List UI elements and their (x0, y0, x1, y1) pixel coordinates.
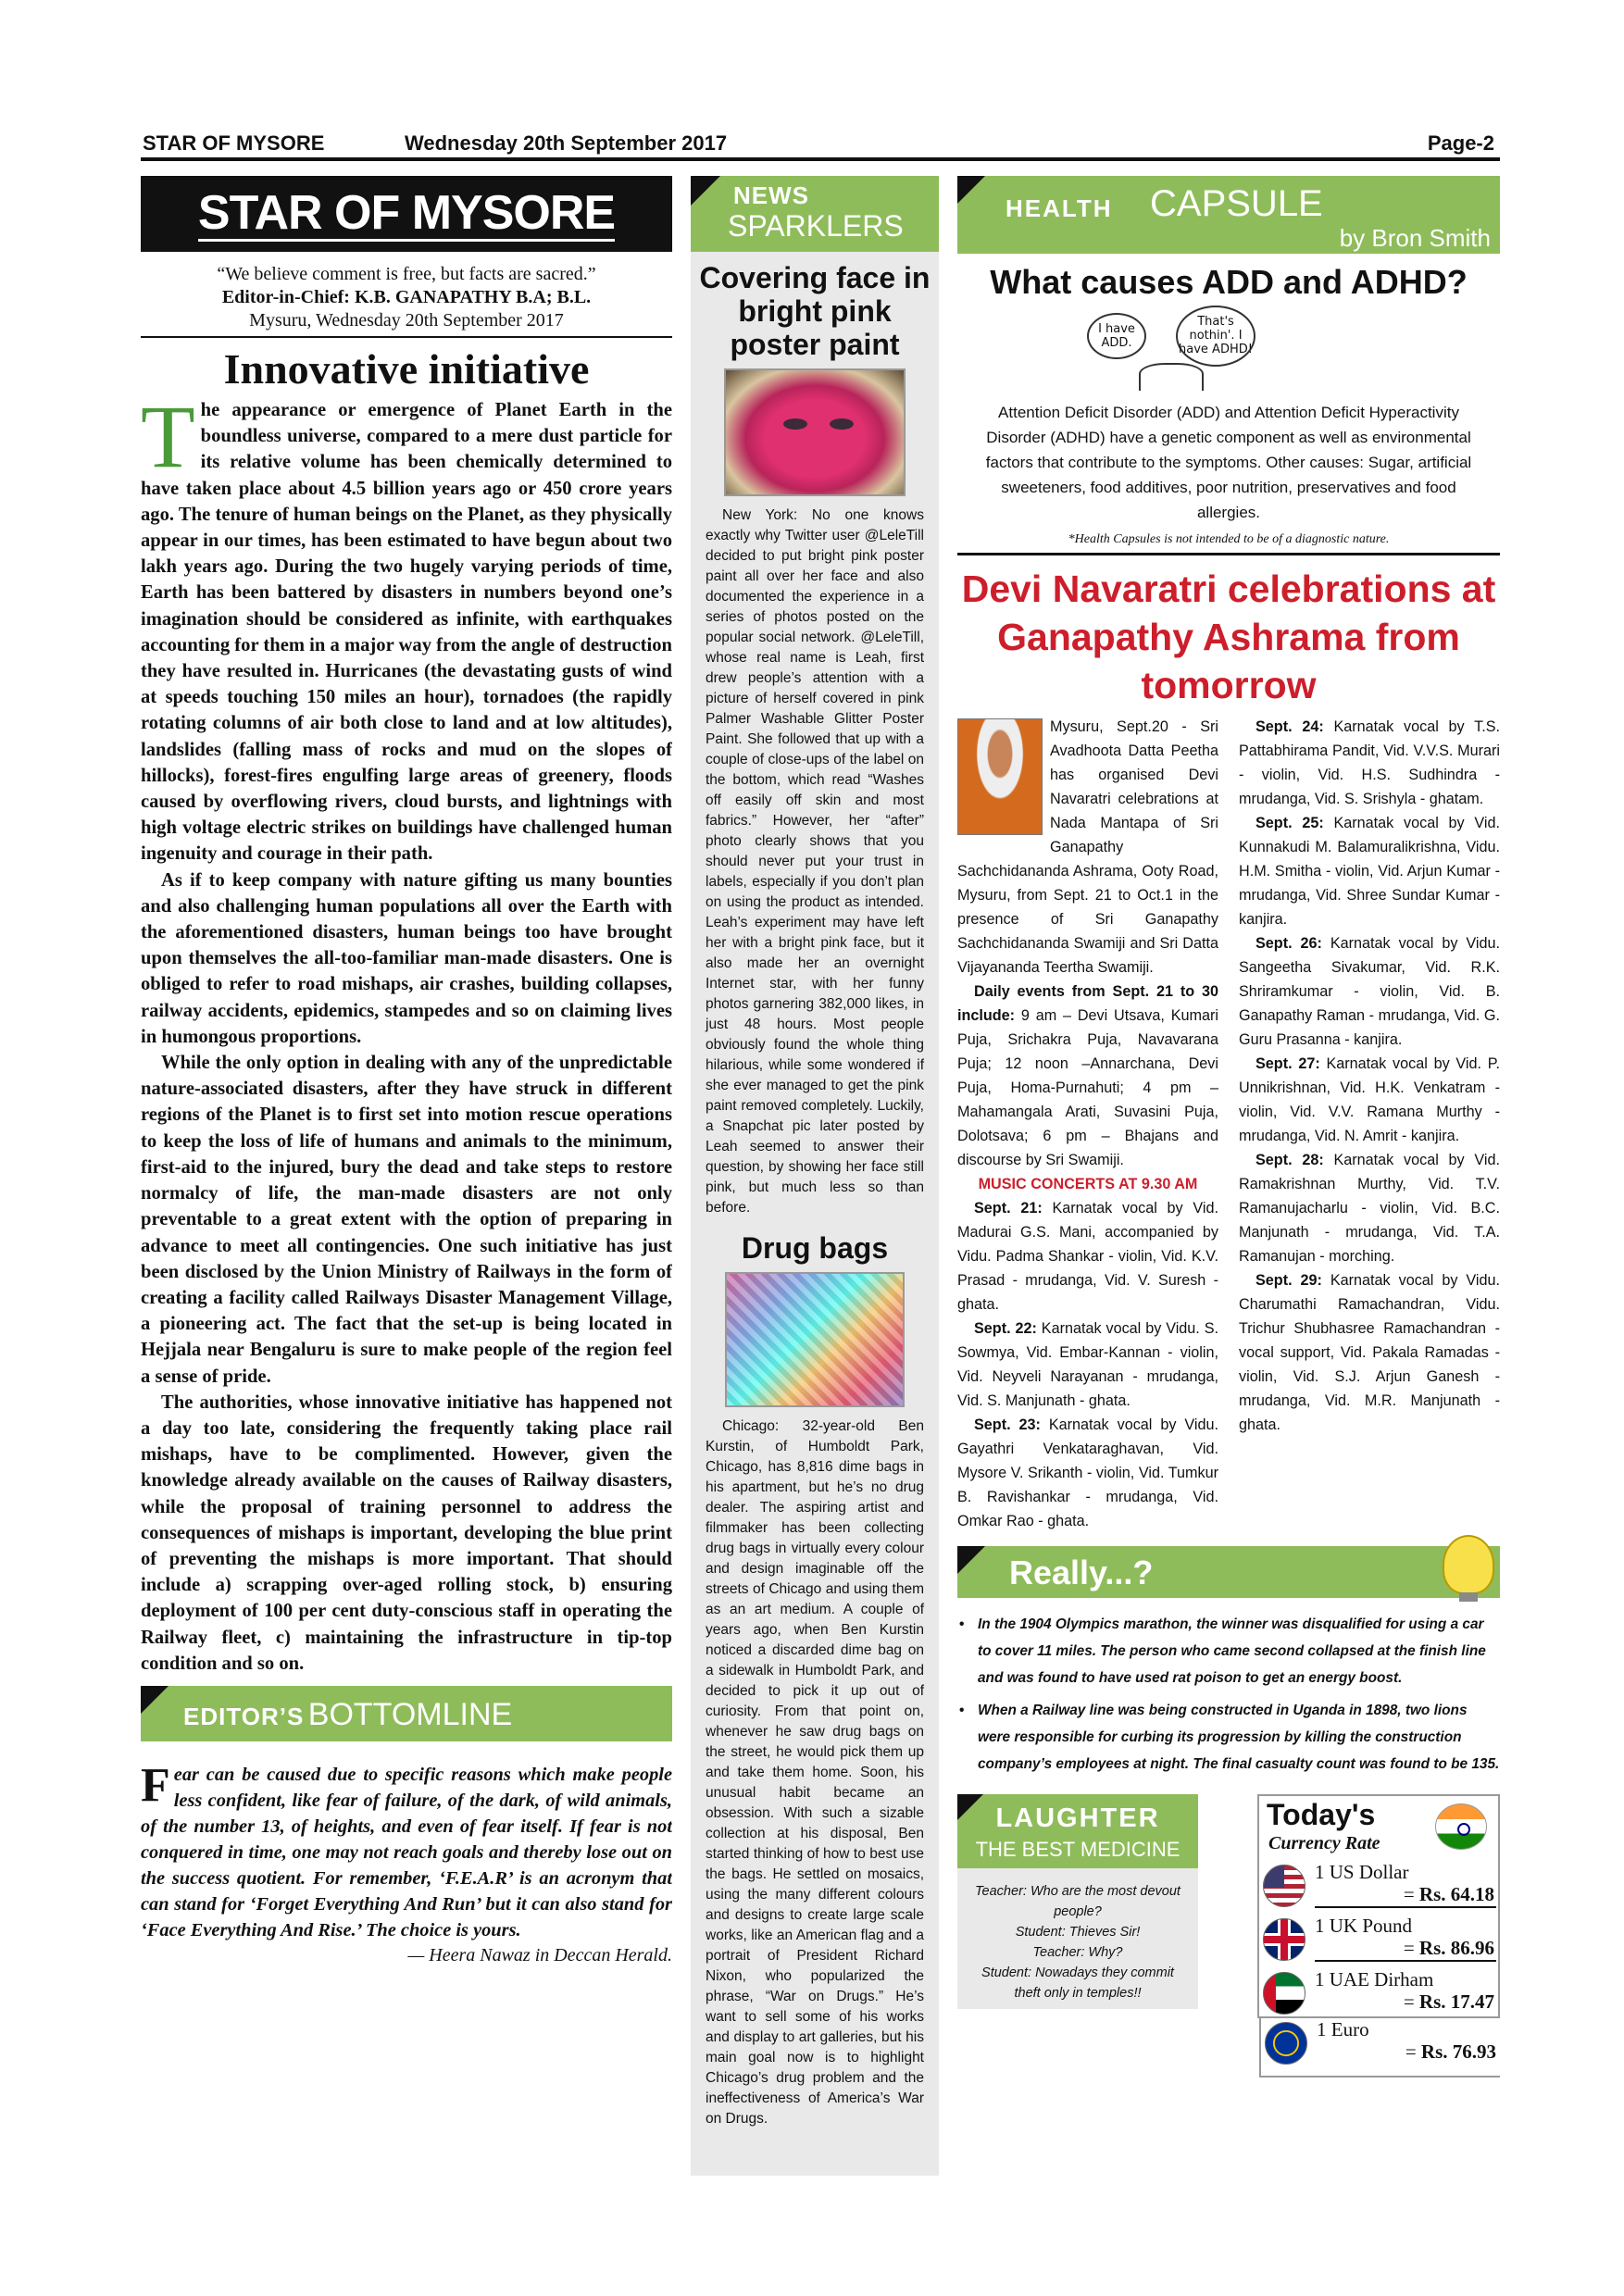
currency-name: 1 US Dollar (1315, 1861, 1409, 1883)
bottomline-label-a: EDITOR’S (183, 1702, 305, 1730)
article-paragraph (1239, 715, 1500, 811)
article-paragraph (1239, 1052, 1500, 1148)
editorial-title: Innovative initiative (223, 345, 590, 393)
article-text: Karnatak vocal by Vidu. Gayathri Venkataraghavan, Vid. Mysore V. Srikanth - violin, Vid. Tumkur B. Ravishankar - mrudanga, Vid. Omkar Rao - ghata. (957, 1416, 1218, 1529)
currency-rate: = Rs. 64.18 (1404, 1883, 1494, 1906)
currency-rate-box (1257, 1794, 1500, 2018)
corner-tab (957, 176, 985, 204)
corner-tab (141, 1686, 169, 1714)
photo-detail (783, 418, 807, 430)
paragraph-lead: Sept. 23: (974, 1416, 1041, 1433)
laughter-box (957, 1794, 1198, 2009)
currency-row (1263, 1968, 1496, 2015)
eu-flag-icon (1265, 2022, 1307, 2065)
article-paragraph (957, 1413, 1218, 1533)
paragraph-lead: Sept. 21: (974, 1200, 1043, 1217)
drop-cap: F (141, 1758, 170, 1812)
corner-tab (691, 176, 720, 206)
editorial-column (141, 176, 672, 2176)
editorial-paragraph: As if to keep company with nature gifting us many bounties and also challenging human populations all over the Earth with the aforementioned disasters, human beings too have brought upon themselves the all-too-familiar man-made disasters. One is obliged to refer to road mishaps, air crashes, building collapses, railway accidents, epidemics, stampedes and so on claiming lives in humongous proportions. (141, 869, 672, 1047)
article-paragraph (1239, 1148, 1500, 1268)
editorial-body (141, 387, 672, 1677)
drop-cap: T (141, 387, 195, 486)
really-label: Really...? (1009, 1554, 1154, 1591)
currency-title: Today's (1267, 1798, 1376, 1831)
divider (1315, 1906, 1496, 1908)
news-sparklers-column (691, 176, 939, 2176)
paragraph-lead: Sept. 25: (1255, 815, 1324, 831)
joke-line: Teacher: Why? (1032, 1945, 1123, 1960)
cartoon-figure (1139, 363, 1204, 391)
paragraph-lead: Sept. 28: (1255, 1152, 1324, 1168)
currency-row (1263, 1861, 1496, 1907)
currency-rate-box-extension (1259, 2018, 1500, 2078)
joke-line: Teacher: Who are the most devout people? (975, 1884, 1181, 1919)
uae-flag-icon (1263, 1972, 1305, 2015)
masthead-title: STAR OF MYSORE (197, 185, 616, 240)
drug-bags-photo (725, 1272, 905, 1407)
article-paragraph (957, 715, 1218, 980)
header-label-b: SPARKLERS (728, 209, 904, 243)
joke-line: Student: Thieves Sir! (1015, 1925, 1141, 1940)
corner-tab (957, 1546, 985, 1574)
currency-rate: = Rs. 86.96 (1404, 1937, 1494, 1960)
uk-flag-icon (1263, 1918, 1305, 1961)
story-title: Covering face in bright pink poster paint (699, 261, 931, 361)
photo-detail (830, 418, 854, 430)
pink-face-photo (724, 368, 906, 496)
page-header (141, 131, 1500, 161)
article-text: 9 am – Devi Utsava, Kumari Puja, Srichakra Puja, Navavarana Puja; 12 noon –Annarchana, Devi Puja, Homa-Purnahuti; 4 pm – Mahamangala Arati, Suvasini Puja, Dolotsava; 6 pm – Bhajans and discourse by Sri Swamiji. (957, 1007, 1218, 1168)
paragraph-lead: Sept. 26: (1255, 935, 1322, 952)
speech-bubble: I have ADD. (1087, 313, 1146, 359)
lightbulb-icon (1443, 1535, 1494, 1594)
bottomline-header (141, 1686, 672, 1741)
currency-rate: = Rs. 17.47 (1404, 1990, 1494, 2014)
header-label-a: HEALTH (1006, 194, 1113, 222)
paragraph-lead: Sept. 24: (1255, 718, 1324, 735)
editorial-paragraph: The authorities, whose innovative initiative has happened not a day too late, considering the frequently taking place rail mishaps, have to be complimented. However, given the knowledge already available on the causes of Railway disasters, while the proposal of training personnel to address the consequences of mishaps is important, developing the blue print of preventing the mishaps is more important. That should include a) scrapping over-aged rolling stock, b) ensuring deployment of 100 per cent duty-conscious staff in operating the Railway fleet, c) maintaining the infrastructure in tip-top condition and so on. (141, 1391, 672, 1674)
bottomline-label-b: BOTTOMLINE (307, 1696, 513, 1732)
article-column (957, 715, 1218, 1533)
bottomline-text: ear can be caused due to specific reasons which make people less confident, like fear of failure, of the dark, of wild animals, of the number 13, of heights, and even of fear itself. If fear is not conquered in time, one may not reach goals and thereby lose out on the success quotient. For remember, ‘F.E.A.R’ is an acronym that can stand for ‘Forget Everything And Run’ but it can also stand for ‘Face Everything And Rise.’ The choice is yours. (141, 1764, 672, 1940)
article-text: Karnatak vocal by Vidu. S. Sowmya, Vid. Embar-Kannan - violin, Vid. Neyveli Narayanan - mrudanga, Vid. S. Manjunath - ghata. (957, 1320, 1218, 1409)
really-list (957, 1611, 1500, 1778)
article-text: Karnatak vocal by Vidu. Sangeetha Sivakumar, Vid. R.K. Shriramkumar - violin, Vid. B. Ganapathy Raman - mrudanga, Vid. G. Guru Prasanna - kanjira. (1239, 935, 1500, 1048)
navaratri-article (957, 715, 1500, 1533)
paragraph-lead: Daily events from Sept. 21 to 30 include: (957, 983, 1218, 1024)
article-text: Karnatak vocal by Vid. Ramakrishnan Murthy, Vid. T.V. Ramanujacharlu - violin, Vid. B.C. Manjunath - mrudanga, Vid. T.A. Ramanujan - morching. (1239, 1152, 1500, 1265)
health-title: What causes ADD and ADHD? (990, 263, 1468, 301)
story-body (691, 496, 939, 1218)
music-concerts-heading: MUSIC CONCERTS AT 9.30 AM (978, 1176, 1198, 1192)
header-label-a: LAUGHTER (995, 1803, 1160, 1833)
article-paragraph (1239, 931, 1500, 1052)
health-byline: by Bron Smith (1339, 224, 1491, 252)
laughter-header (957, 1794, 1198, 1868)
article-text: Karnatak vocal by Vid. Kunnakudi M. Balamuralikrishna, Vidu. H.M. Smitha - violin, Vid. Arjun Kumar - mrudanga, Vid. Shree Sundar Kumar - kanjira. (1239, 815, 1500, 928)
currency-rate: = Rs. 76.93 (1405, 2040, 1496, 2064)
article-paragraph (1239, 811, 1500, 931)
masthead (141, 176, 672, 252)
issue-date: Wednesday 20th September 2017 (405, 131, 728, 155)
motto: “We believe comment is free, but facts are sacred.” (217, 264, 596, 284)
article-paragraph (957, 1316, 1218, 1413)
list-item: • In the 1904 Olympics marathon, the winner was disqualified for using a car to cover 11 miles. The person who came second collapsed at the finish line and was found to have used rat poison to get an energy boost. (957, 1611, 1500, 1691)
editorial-paragraph (141, 387, 672, 867)
currency-row (1263, 1915, 1496, 1961)
health-disclaimer: *Health Capsules is not intended to be of a diagnostic nature. (957, 532, 1500, 555)
us-flag-icon (1263, 1865, 1305, 1907)
story-text: New York: No one knows exactly why Twitter user @LeleTill decided to put bright pink poster paint all over her face and also documented the experience in a series of photos posted on the popular social network. @LeleTill, whose real name is Leah, first drew people’s attention with a picture of herself covered in pink Palmer Washable Glitter Poster Paint. She followed that up with a couple of close-ups of the label on the bottom, which read “Washes off easily off skin and most fabrics.” However, her “after” photo clearly shows that you should never put your trust in labels, especially if you don’t plan on using the product as intended. Leah’s experiment may have left her with a bright pink face, but it also made her an overnight Internet star, with her funny photos garnering 382,000 likes, in just 48 hours. Most people obviously found the whole thing hilarious, while some wondered if she ever managed to get the pink paint removed completely. Luckily, a Snapchat pic later posted by Leah seemed to answer their question, by showing her face still pink, but much less so than before. (706, 507, 924, 1216)
health-capsule-header (957, 176, 1500, 254)
bottomline-label (183, 1697, 512, 1733)
paragraph-lead: Sept. 29: (1255, 1272, 1322, 1289)
paragraph-lead: Sept. 27: (1255, 1055, 1320, 1072)
currency-row (1265, 2018, 1498, 2065)
currency-name: 1 Euro (1317, 2018, 1369, 2040)
add-cartoon (957, 306, 1500, 393)
article-text: Karnatak vocal by Vidu. Charumathi Ramachandran, Vidu. Trichur Shubhasree Ramachandran - vocal support, Vid. Pakala Ramadas - violin, Vid. S.J. Arjun Ganesh - mrudanga, Vid. M.R. Manjunath - ghata. (1239, 1272, 1500, 1433)
divider (1315, 1960, 1496, 1962)
currency-name: 1 UK Pound (1315, 1915, 1413, 1937)
india-flag-icon (1435, 1803, 1487, 1850)
publication-name: STAR OF MYSORE (143, 131, 325, 155)
article-paragraph (957, 980, 1218, 1172)
article-paragraph (957, 1196, 1218, 1316)
list-item: • When a Railway line was being constructed in Uganda in 1898, two lions were responsible for curbing its progression by killing the construction company’s employees at night. The final casualty count was found to be 135. (957, 1697, 1500, 1778)
news-sparklers-header (691, 176, 939, 252)
really-header (957, 1546, 1500, 1598)
story-text: Chicago: 32-year-old Ben Kurstin, of Humboldt Park, Chicago, has 8,816 dime bags in his apartment, but he’s no drug dealer. The aspiring artist and filmmaker has been collecting drug bags in virtually every colour and design imaginable off the streets of Chicago and using them as an art medium. A couple of years ago, when Ben Kurstin noticed a discarded dime bag on a sidewalk in Humboldt Park, and decided to pick it up out of curiosity. From that point on, whenever he saw drug bags on the street, he would pick them up and take them home. Soon, his unusual habit became an obsession. With such a sizable collection at his disposal, Ben started thinking of how to best use the bags. He settled on mosaics, using the many different colours and designs to create large scale works, like an American flag and a portrait of President Richard Nixon, who popularized the phrase, “War on Drugs.” He’s want to sell some of his works and display to art galleries, but his main goal now is to highlight Chicago’s drug problem and the ineffectiveness of America’s War on Drugs. (706, 1418, 924, 2127)
lower-boxes (957, 1794, 1500, 2018)
article-text: Mysuru, Sept.20 - Sri Avadhoota Datta Peetha has organised Devi Navaratri celebrations at Nada Mantapa of Sri Ganapathy Sachchidananda Ashrama, Ooty Road, Mysuru, from Sept. 21 to Oct.1 in the presence of Sri Ganapathy Sachchidananda Swamiji and Sri Datta Vijayananda Teertha Swamiji. (957, 718, 1218, 976)
header-label-a: NEWS (733, 181, 809, 209)
page-number: Page-2 (1427, 131, 1494, 155)
health-body: Attention Deficit Disorder (ADD) and Attention Deficit Hyperactivity Disorder (ADHD) have a genetic component as well as environmental factors that contribute to the symptoms. Other causes: Sugar, artificial sweeteners, food additives, poor nutrition, preservatives and food allergies. (985, 404, 1472, 521)
editor-in-chief: Editor-in-Chief: K.B. GANAPATHY B.A; B.L. (221, 287, 592, 307)
article-text: Karnatak vocal by Vid. Madurai G.S. Mani, accompanied by Vidu. Padma Shankar - violin, Vid. K.V. Prasad - mrudanga, Vid. V. Suresh - ghata. (957, 1200, 1218, 1313)
header-label-b: THE BEST MEDICINE (975, 1838, 1181, 1861)
bottomline-credit: — Heera Nawaz in Deccan Herald. (407, 1944, 672, 1965)
speech-bubble: That's nothin'. I have ADHD! (1176, 306, 1255, 367)
story-body (691, 1407, 939, 2129)
article-text: Karnatak vocal by T.S. Pattabhirama Pandit, Vid. V.V.S. Murari - violin, Vid. H.S. Sudhindra - mrudanga, Vid. S. Srishyla - ghatam. (1239, 718, 1500, 807)
paragraph-text: he appearance or emergence of Planet Earth in the boundless universe, compared to a mere dust particle for its relative volume has been chemically determined to have taken place about 4.5 billion years ago or 450 crore years ago. The tenure of human beings on the Planet, as they physically appear in our times, has been estimated to have begun about two lakh years ago. During the two hugely varying periods of time, Earth has been battered by disasters in numbers beyond one’s imagination should be considered as infinite, with earthquakes accounting for them in a major way from the angle of destruction they have resulted in. Hurricanes (the devastating gusts of wind at speeds touching 150 miles an hour), tornadoes (the rapidly rotating columns of air both close to land and at low altitudes), landslides (falling mass of rocks and mud on the slopes of hillocks), forest-fires engulfing large areas of greenery, floods caused by overflowing rivers, cloud bursts, and lightnings with high voltage electric strikes on buildings have challenged human ingenuity and courage in their path. (141, 400, 672, 865)
joke (957, 1868, 1198, 2003)
paragraph-lead: Sept. 22: (974, 1320, 1037, 1337)
editorial-paragraph: While the only option in dealing with any of the unpredictable nature-associated disasters, after they have struck in different regions of the Planet is to first set into motion rescue operations to keep the loss of life of humans and animals to the minimum, first-aid to the injured, bury the dead and take steps to restore normalcy of life, the man-made disasters are not only preventable to a great extent with the option of preparing in advance to meet all contingencies. One such initiative has just been disclosed by the Union Ministry of Railways in the form of creating a facility called Railways Disaster Management Village, a pioneering act. The fact that the set-up is being located in Hejjala near Bengaluru is sure to make people of the region feel a sense of pride. (141, 1053, 672, 1387)
article-text: Karnatak vocal by Vid. P. Unnikrishnan, Vid. H.K. Venkatram - violin, Vid. V.V. Ramana Murthy - mrudanga, Vid. N. Amrit - kanjira. (1239, 1055, 1500, 1144)
article-column (1239, 715, 1500, 1533)
article-paragraph (1239, 1268, 1500, 1437)
navaratri-headline: Devi Navaratri celebrations at Ganapathy Ashrama from tomorrow (961, 568, 1496, 706)
joke-line: Student: Nowadays they commit theft only in temples!! (981, 1965, 1174, 2001)
right-column (957, 176, 1500, 2176)
story-title: Drug bags (741, 1231, 889, 1265)
header-label-b: CAPSULE (1150, 183, 1323, 224)
bottomline-body (141, 1758, 672, 1943)
swamiji-photo (957, 718, 1043, 835)
currency-subtitle: Currency Rate (1268, 1833, 1380, 1853)
corner-tab (957, 1794, 983, 1820)
editorial-dateline: Mysuru, Wednesday 20th September 2017 (141, 309, 672, 338)
currency-name: 1 UAE Dirham (1315, 1968, 1434, 1990)
